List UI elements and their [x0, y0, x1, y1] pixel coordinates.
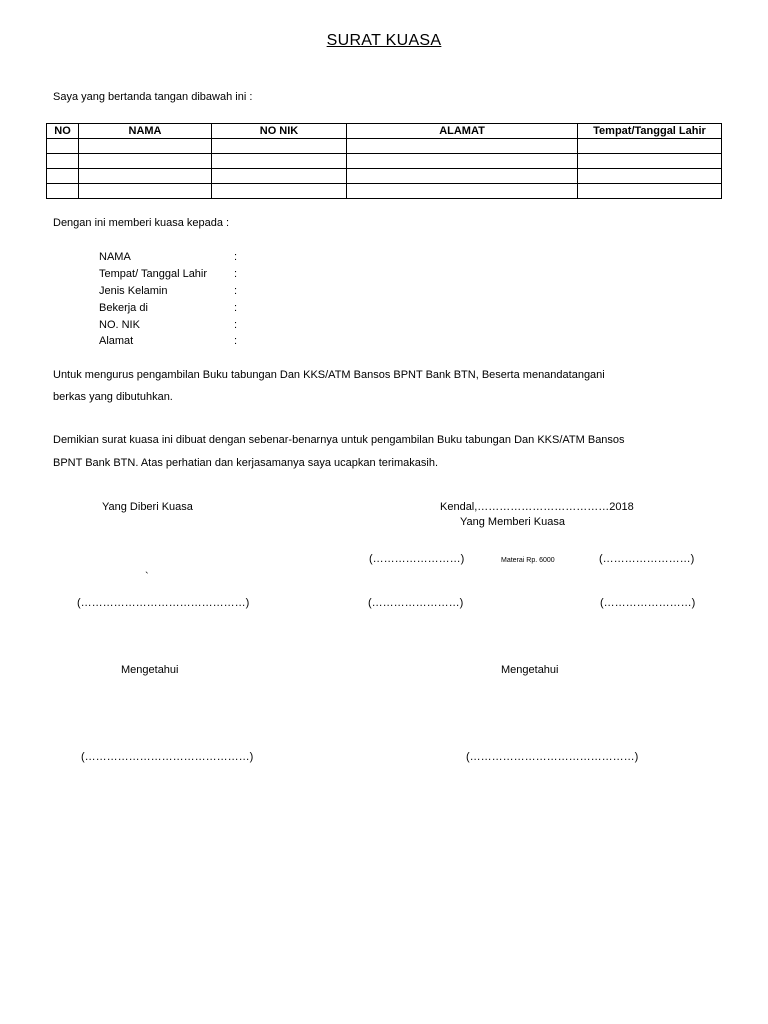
closing-line-1: Demikian surat kuasa ini dibuat dengan sebenar-benarnya untuk pengambilan Buku tabungan Dan KKS/ATM Bansos — [53, 434, 625, 446]
table-cell — [578, 169, 722, 184]
field-label-nik: NO. NIK — [99, 319, 140, 331]
label-mengetahui-right: Mengetahui — [501, 664, 559, 676]
signature-blank: (……………………) — [600, 597, 696, 609]
col-header-alamat: ALAMAT — [347, 124, 578, 139]
field-label-alamat: Alamat — [99, 335, 134, 347]
label-yang-diberi-kuasa: Yang Diberi Kuasa — [102, 501, 193, 513]
purpose-line-2: berkas yang dibutuhkan. — [53, 391, 173, 403]
table-cell — [79, 184, 212, 199]
field-colon: : — [234, 319, 238, 331]
purpose-line-1: Untuk mengurus pengambilan Buku tabungan Dan KKS/ATM Bansos BPNT Bank BTN, Beserta menandatangani — [53, 369, 605, 381]
table-cell — [79, 139, 212, 154]
table-cell — [212, 139, 347, 154]
grantor-table — [46, 123, 722, 199]
col-header-no: NO — [47, 124, 79, 139]
place-date: Kendal,………………………………2018 — [440, 501, 634, 513]
label-yang-memberi-kuasa: Yang Memberi Kuasa — [460, 516, 565, 528]
field-colon: : — [234, 335, 238, 347]
label-mengetahui-left: Mengetahui — [121, 664, 179, 676]
signature-blank: (……………………) — [368, 597, 464, 609]
stray-mark: ` — [145, 571, 149, 583]
table-row — [47, 169, 722, 184]
signature-blank-mengetahui-right: (………………………………………) — [466, 751, 639, 763]
table-cell — [347, 139, 578, 154]
field-label-jenis-kelamin: Jenis Kelamin — [99, 285, 168, 297]
table-cell — [47, 184, 79, 199]
field-colon: : — [234, 251, 238, 263]
field-label-bekerja: Bekerja di — [99, 302, 148, 314]
table-cell — [347, 169, 578, 184]
table-cell — [578, 154, 722, 169]
table-header-row — [47, 124, 722, 139]
table-cell — [578, 184, 722, 199]
table-cell — [347, 154, 578, 169]
grant-intro-text: Dengan ini memberi kuasa kepada : — [53, 217, 230, 229]
table-cell — [212, 169, 347, 184]
intro-text: Saya yang bertanda tangan dibawah ini : — [53, 91, 253, 103]
table-row — [47, 154, 722, 169]
table-cell — [212, 184, 347, 199]
table-cell — [79, 169, 212, 184]
field-colon: : — [234, 302, 238, 314]
table-cell — [578, 139, 722, 154]
materai-label: Materai Rp. 6000 — [501, 557, 555, 564]
table-cell — [47, 169, 79, 184]
field-colon: : — [234, 268, 238, 280]
table-row — [47, 184, 722, 199]
signature-blank: (……………………) — [599, 553, 695, 565]
signature-blank-diberi-kuasa: (………………………………………) — [77, 597, 250, 609]
table-cell — [347, 184, 578, 199]
signature-blank-mengetahui-left: (………………………………………) — [81, 751, 254, 763]
col-header-nik: NO NIK — [212, 124, 347, 139]
table-cell — [79, 154, 212, 169]
field-colon: : — [234, 285, 238, 297]
col-header-nama: NAMA — [79, 124, 212, 139]
table-cell — [47, 139, 79, 154]
field-label-ttl: Tempat/ Tanggal Lahir — [99, 268, 208, 280]
field-label-nama: NAMA — [99, 251, 131, 263]
table-cell — [47, 154, 79, 169]
table-cell — [212, 154, 347, 169]
col-header-ttl: Tempat/Tanggal Lahir — [578, 124, 722, 139]
signature-blank: (……………………) — [369, 553, 465, 565]
table-row — [47, 139, 722, 154]
document-title: SURAT KUASA — [326, 32, 442, 49]
closing-line-2: BPNT Bank BTN. Atas perhatian dan kerjasamanya saya ucapkan terimakasih. — [53, 457, 438, 469]
